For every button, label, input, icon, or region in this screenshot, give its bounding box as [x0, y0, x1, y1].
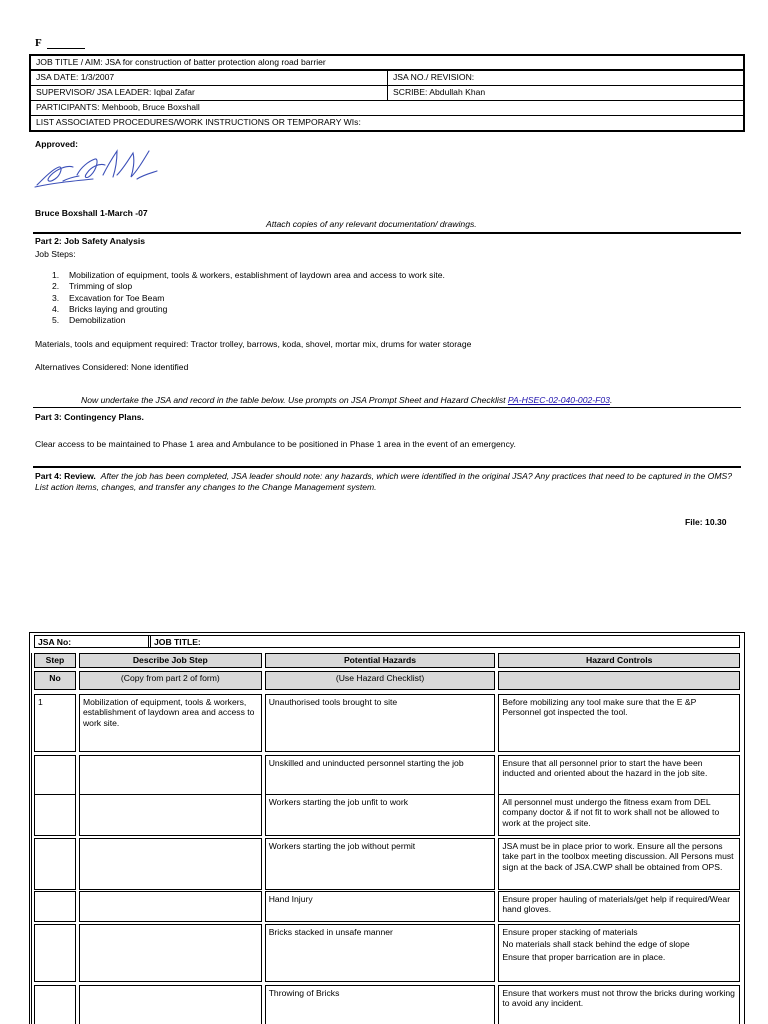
table-row: [34, 694, 740, 752]
job-steps-label: Job Steps:: [35, 249, 76, 259]
supervisor-cell: SUPERVISOR/ JSA LEADER: Iqbal Zafar: [31, 86, 388, 100]
jsa-info-table: [29, 54, 745, 132]
hazard-cell: Unauthorised tools brought to site: [265, 694, 496, 752]
contingency-text: Clear access to be maintained to Phase 1 area and Ambulance to be positioned in Phase 1 area in the event of an emergency.: [35, 439, 516, 449]
part2-title: Part 2: Job Safety Analysis: [35, 236, 146, 246]
form-mark-line: [47, 48, 85, 49]
describe-cell: Mobilization of equipment, tools & workers, establishment of laydown area and access to work site.: [79, 694, 262, 752]
controls-cell: Ensure that all personnel prior to start the have been inducted and oriented about the hazard in the job site.: [498, 755, 740, 795]
supervisor-row: [31, 86, 743, 101]
part4-review: [35, 471, 741, 492]
part3-title: Part 3: Contingency Plans.: [35, 412, 144, 422]
step-cell: [34, 838, 76, 890]
step-cell: [34, 794, 76, 836]
jsa-job-title-label: JOB TITLE:: [154, 637, 201, 647]
jsa-no-label: JSA No:: [38, 637, 72, 647]
table-row: [34, 794, 740, 836]
divider: [33, 407, 741, 408]
jsa-revision-cell: JSA NO./ REVISION:: [393, 72, 475, 82]
divider: [33, 232, 741, 234]
divider: [33, 466, 741, 468]
subheader-copy: (Copy from part 2 of form): [79, 671, 262, 690]
form-mark: F: [35, 37, 42, 49]
column-header-hazards: Potential Hazards: [265, 653, 496, 668]
step-cell: [34, 755, 76, 795]
controls-cell: JSA must be in place prior to work. Ensure all the persons take part in the toolbox meeting discussion. All Persons must sign at the back of JSA.CWP shall be obtained from OPS.: [498, 838, 740, 890]
subheader-checklist: (Use Hazard Checklist): [265, 671, 496, 690]
participants-row: [31, 101, 743, 116]
controls-cell: Ensure proper stacking of materials No materials shall stack behind the edge of slope Ensure that proper barrication are in place.: [498, 924, 740, 982]
controls-cell: All personnel must undergo the fitness exam from DEL company doctor & if not fit to work shall not be allowed to work at the project site.: [498, 794, 740, 836]
column-header-controls: Hazard Controls: [498, 653, 740, 668]
alternatives-text: Alternatives Considered: None identified: [35, 362, 189, 372]
subheader-blank: [498, 671, 740, 690]
controls-cell: Ensure proper hauling of materials/get help if required/Wear hand gloves.: [498, 891, 740, 922]
part4-text: After the job has been completed, JSA leader should note: any hazards, which were identified in the original JSA? Any practices that need to be captured in the OMS? List action items, changes, and transfer any changes to the Change Management system.: [35, 471, 732, 492]
column-header-step: Step: [34, 653, 76, 668]
undertake-instruction: Now undertake the JSA and record in the table below. Use prompts on JSA Prompt Sheet and Hazard Checklist PA-HSEC-02-040-002-F03.: [81, 395, 613, 405]
participants-cell: PARTICIPANTS: Mehboob, Bruce Boxshall: [36, 102, 200, 112]
list-item: 5. Demobilization: [52, 315, 126, 326]
scribe-cell: SCRIBE: Abdullah Khan: [393, 87, 486, 97]
jsa-table-title-row: [34, 635, 740, 648]
hazard-cell: Throwing of Bricks: [265, 985, 496, 1024]
job-steps-list: [52, 270, 445, 326]
controls-cell: Ensure that workers must not throw the bricks during working to avoid any incident.: [498, 985, 740, 1024]
job-title-row: [31, 56, 743, 71]
list-item: 4. Bricks laying and grouting: [52, 303, 168, 314]
hazard-cell: Bricks stacked in unsafe manner: [265, 924, 496, 982]
table-header-row: [34, 653, 740, 668]
column-header-describe: Describe Job Step: [79, 653, 262, 668]
describe-cell: [79, 891, 262, 922]
describe-cell: [79, 924, 262, 982]
hazard-cell: Workers starting the job without permit: [265, 838, 496, 890]
step-cell: [34, 891, 76, 922]
describe-cell: [79, 985, 262, 1024]
attach-note: Attach copies of any relevant documentation/ drawings.: [266, 219, 477, 229]
materials-text: Materials, tools and equipment required: Tractor trolley, barrows, koda, shovel, mortar mix, drums for water storage: [35, 339, 472, 349]
step-cell: 1: [34, 694, 76, 752]
hazard-checklist-link[interactable]: PA-HSEC-02-040-002-F03: [507, 395, 610, 405]
job-title-cell: JOB TITLE / AIM: JSA for construction of batter protection along road barrier: [36, 57, 326, 67]
jsa-table: [29, 632, 745, 1024]
subheader-no: No: [34, 671, 76, 690]
table-row: [34, 838, 740, 890]
table-row: [34, 891, 740, 922]
step-cell: [34, 985, 76, 1024]
procedures-row: [31, 116, 743, 130]
approver-name-date: Bruce Boxshall 1-March -07: [35, 208, 148, 218]
table-row: [34, 924, 740, 982]
step-cell: [34, 924, 76, 982]
approved-label: Approved:: [35, 139, 78, 149]
hazard-cell: Hand Injury: [265, 891, 496, 922]
list-item: 3. Excavation for Toe Beam: [52, 292, 165, 303]
jsa-date-cell: JSA DATE: 1/3/2007: [31, 71, 388, 85]
table-row: [34, 985, 740, 1024]
table-subheader-row: [34, 671, 740, 690]
handwritten-signature: [33, 145, 163, 193]
date-row: [31, 71, 743, 86]
list-item: 1. Mobilization of equipment, tools & workers, establishment of laydown area and access to work site.: [52, 270, 445, 280]
file-reference: File: 10.30: [685, 517, 727, 527]
controls-cell: Before mobilizing any tool make sure that the E &P Personnel got inspected the tool.: [498, 694, 740, 752]
hazard-cell: Unskilled and uninducted personnel starting the job: [265, 755, 496, 795]
hazard-cell: Workers starting the job unfit to work: [265, 794, 496, 836]
describe-cell: [79, 755, 262, 795]
table-row: [34, 755, 740, 795]
procedures-cell: LIST ASSOCIATED PROCEDURES/WORK INSTRUCTIONS OR TEMPORARY WIs:: [36, 117, 361, 127]
describe-cell: [79, 838, 262, 890]
jsa-no-separator: [148, 636, 151, 648]
list-item: 2. Trimming of slop: [52, 281, 133, 292]
table-left-border: [31, 653, 32, 1024]
describe-cell: [79, 794, 262, 836]
part4-title: Part 4: Review.: [35, 471, 96, 481]
